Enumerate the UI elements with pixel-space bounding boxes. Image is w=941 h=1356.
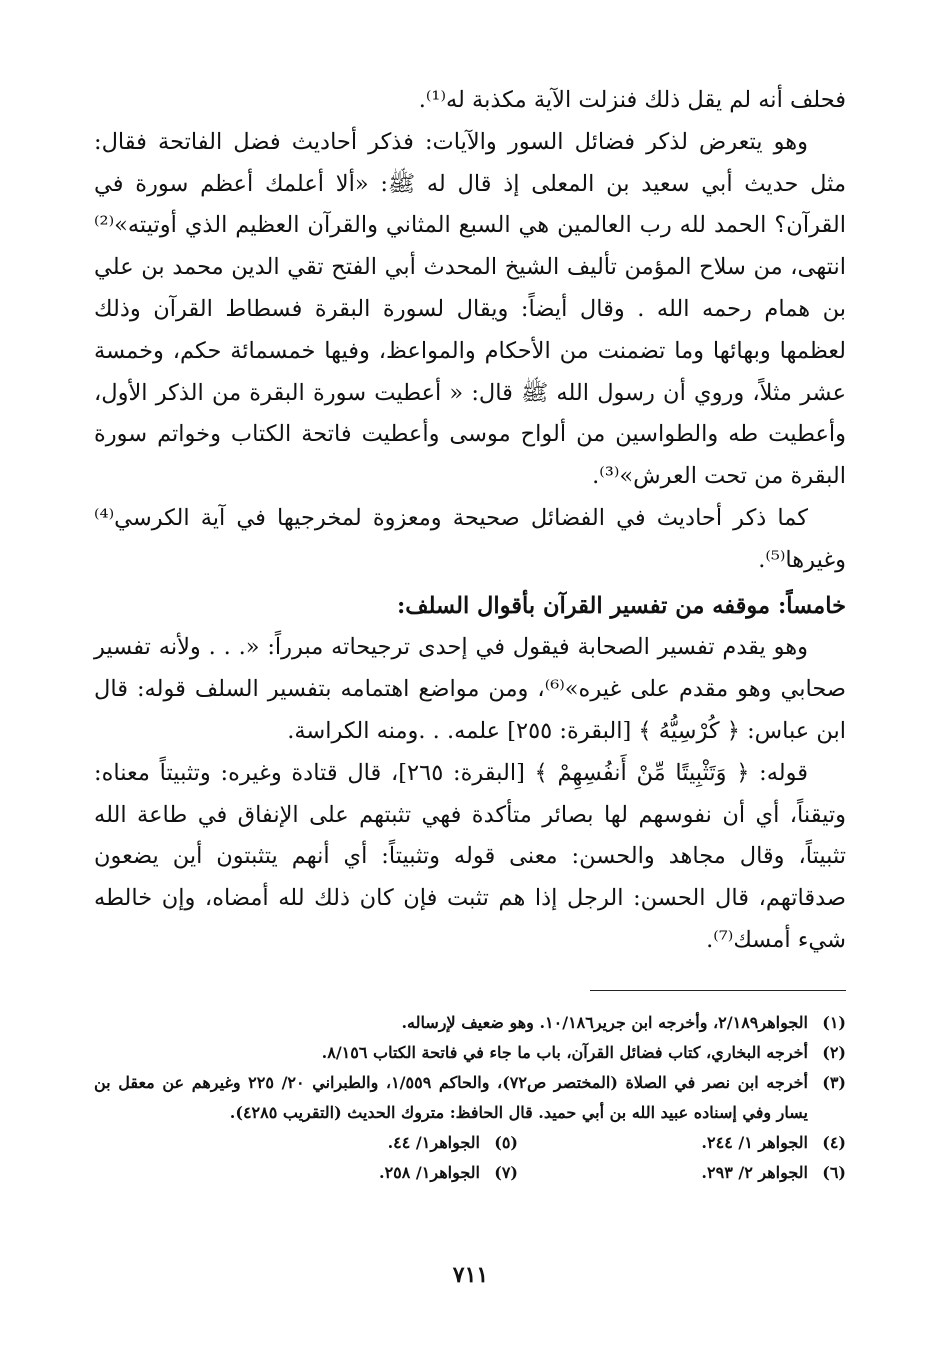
footnote-number: (٧) bbox=[494, 1163, 518, 1182]
paragraph-3: كما ذكر أحاديث في الفضائل صحيحة ومعزوة لمخرجيها في آية الكرسي⁽⁴⁾ وغيرها⁽⁵⁾. bbox=[94, 504, 846, 573]
footnote-text: الجواهر٢/١٨٩، وأخرجه ابن جرير١٠/١٨٦. وهو ضعيف لإرساله. bbox=[401, 1013, 808, 1032]
footnote-text: الجواهر١/ ٤٤. bbox=[387, 1133, 480, 1152]
footnote-6 bbox=[518, 1158, 846, 1188]
footnote-number: (٦) bbox=[822, 1163, 846, 1182]
footnote-text: الجواهر١/ ٢٥٨. bbox=[379, 1163, 480, 1182]
footnote-number: (٤) bbox=[822, 1133, 846, 1152]
paragraph-2: وهو يتعرض لذكر فضائل السور والآيات: فذكر أحاديث فضل الفاتحة فقال: مثل حديث أبي سعيد بن المعلى إذ قال له ﷺ: «ألا أعلمك أعظم سورة في القرآن؟ الحمد لله رب العالمين هي السبع المثاني والقرآن العظيم الذي أوتيته»⁽²⁾ انتهى، من سلاح المؤمن تأليف الشيخ المحدث أبي الفتح تقي الدين محمد بن علي بن همام رحمه الله . وقال أيضاً: ويقال لسورة البقرة فسطاط القرآن وذلك لعظمها وبهائها وما تضمنت من الأحكام والمواعظ، وفيها خمسمائة حكم، وخمسة عشر مثلاً، وروي أن رسول الله ﷺ قال: « أعطيت سورة البقرة من الذكر الأول، وأعطيت طه والطواسين من ألواح موسى وأعطيت فاتحة الكتاب وخواتم سورة البقرة من تحت العرش»⁽³⁾. bbox=[94, 128, 846, 490]
footnote-text: أخرجه البخاري، كتاب فضائل القرآن، باب ما جاء في فاتحة الكتاب ٨/١٥٦. bbox=[321, 1043, 808, 1062]
footnote-text: الجواهر ١/ ٢٤٤. bbox=[701, 1133, 808, 1152]
footnote-number: (٣) bbox=[822, 1073, 846, 1092]
footnotes bbox=[94, 1008, 846, 1188]
body-text bbox=[94, 80, 846, 962]
section-heading: خامساً: موقفه من تفسير القرآن بأقوال السلف: bbox=[396, 592, 846, 619]
footnote-number: (١) bbox=[822, 1013, 846, 1032]
footnote-7 bbox=[190, 1158, 518, 1188]
footnote-1 bbox=[94, 1008, 846, 1038]
footnote-5 bbox=[190, 1128, 518, 1158]
footnote-4 bbox=[518, 1128, 846, 1158]
footnote-row bbox=[94, 1158, 846, 1188]
footnote-number: (٥) bbox=[494, 1133, 518, 1152]
page-number: ٧١١ bbox=[452, 1262, 489, 1288]
paragraph-1: فحلف أنه لم يقل ذلك فنزلت الآية مكذبة له⁽¹⁾. bbox=[418, 87, 846, 113]
paragraph-4: وهو يقدم تفسير الصحابة فيقول في إحدى ترجيحاته مبرراً: «. . . ولأنه تفسير صحابي وهو مقدم على غيره»⁽⁶⁾، ومن مواضع اهتمامه بتفسير السلف قوله: قال ابن عباس: ﴿ كُرْسِيُّهُ ﴾ [البقرة: ٢٥٥] علمه. . .ومنه الكراسة. bbox=[94, 634, 846, 744]
footnote-number: (٢) bbox=[822, 1043, 846, 1062]
footnote-text: أخرجه ابن نصر في الصلاة (المختصر ص٧٢)، والحاكم ١/٥٥٩، والطبراني ٢٠/ ٢٢٥ وغيرهم عن معقل بن يسار وفي إسناده عبيد الله بن أبي حميد. قال الحافظ: متروك الحديث (التقريب ٤٢٨٥). bbox=[94, 1073, 808, 1122]
footnote-2 bbox=[94, 1038, 846, 1068]
footnote-separator bbox=[590, 990, 846, 991]
footnote-row bbox=[94, 1128, 846, 1158]
main-text bbox=[94, 80, 846, 962]
footnote-3 bbox=[94, 1068, 846, 1128]
paragraph-5: قوله: ﴿ وَتَثْبِيتًا مِّنْ أَنفُسِهِمْ ﴾ [البقرة: ٢٦٥]، قال قتادة وغيره: وتثبيتاً معناه: وتيقناً، أي أن نفوسهم لها بصائر متأكدة فهي تثبتهم على الإنفاق في طاعة الله تثبيتاً، وقال مجاهد والحسن: معنى قوله وتثبيتاً: أي أنهم يتثبتون أين يضعون صدقاتهم، قال الحسن: الرجل إذا هم تثبت فإن كان ذلك لله أمضاه، وإن خالطه شيء أمسك⁽⁷⁾. bbox=[94, 759, 846, 953]
footnote-text: الجواهر ٢/ ٢٩٣. bbox=[701, 1163, 808, 1182]
